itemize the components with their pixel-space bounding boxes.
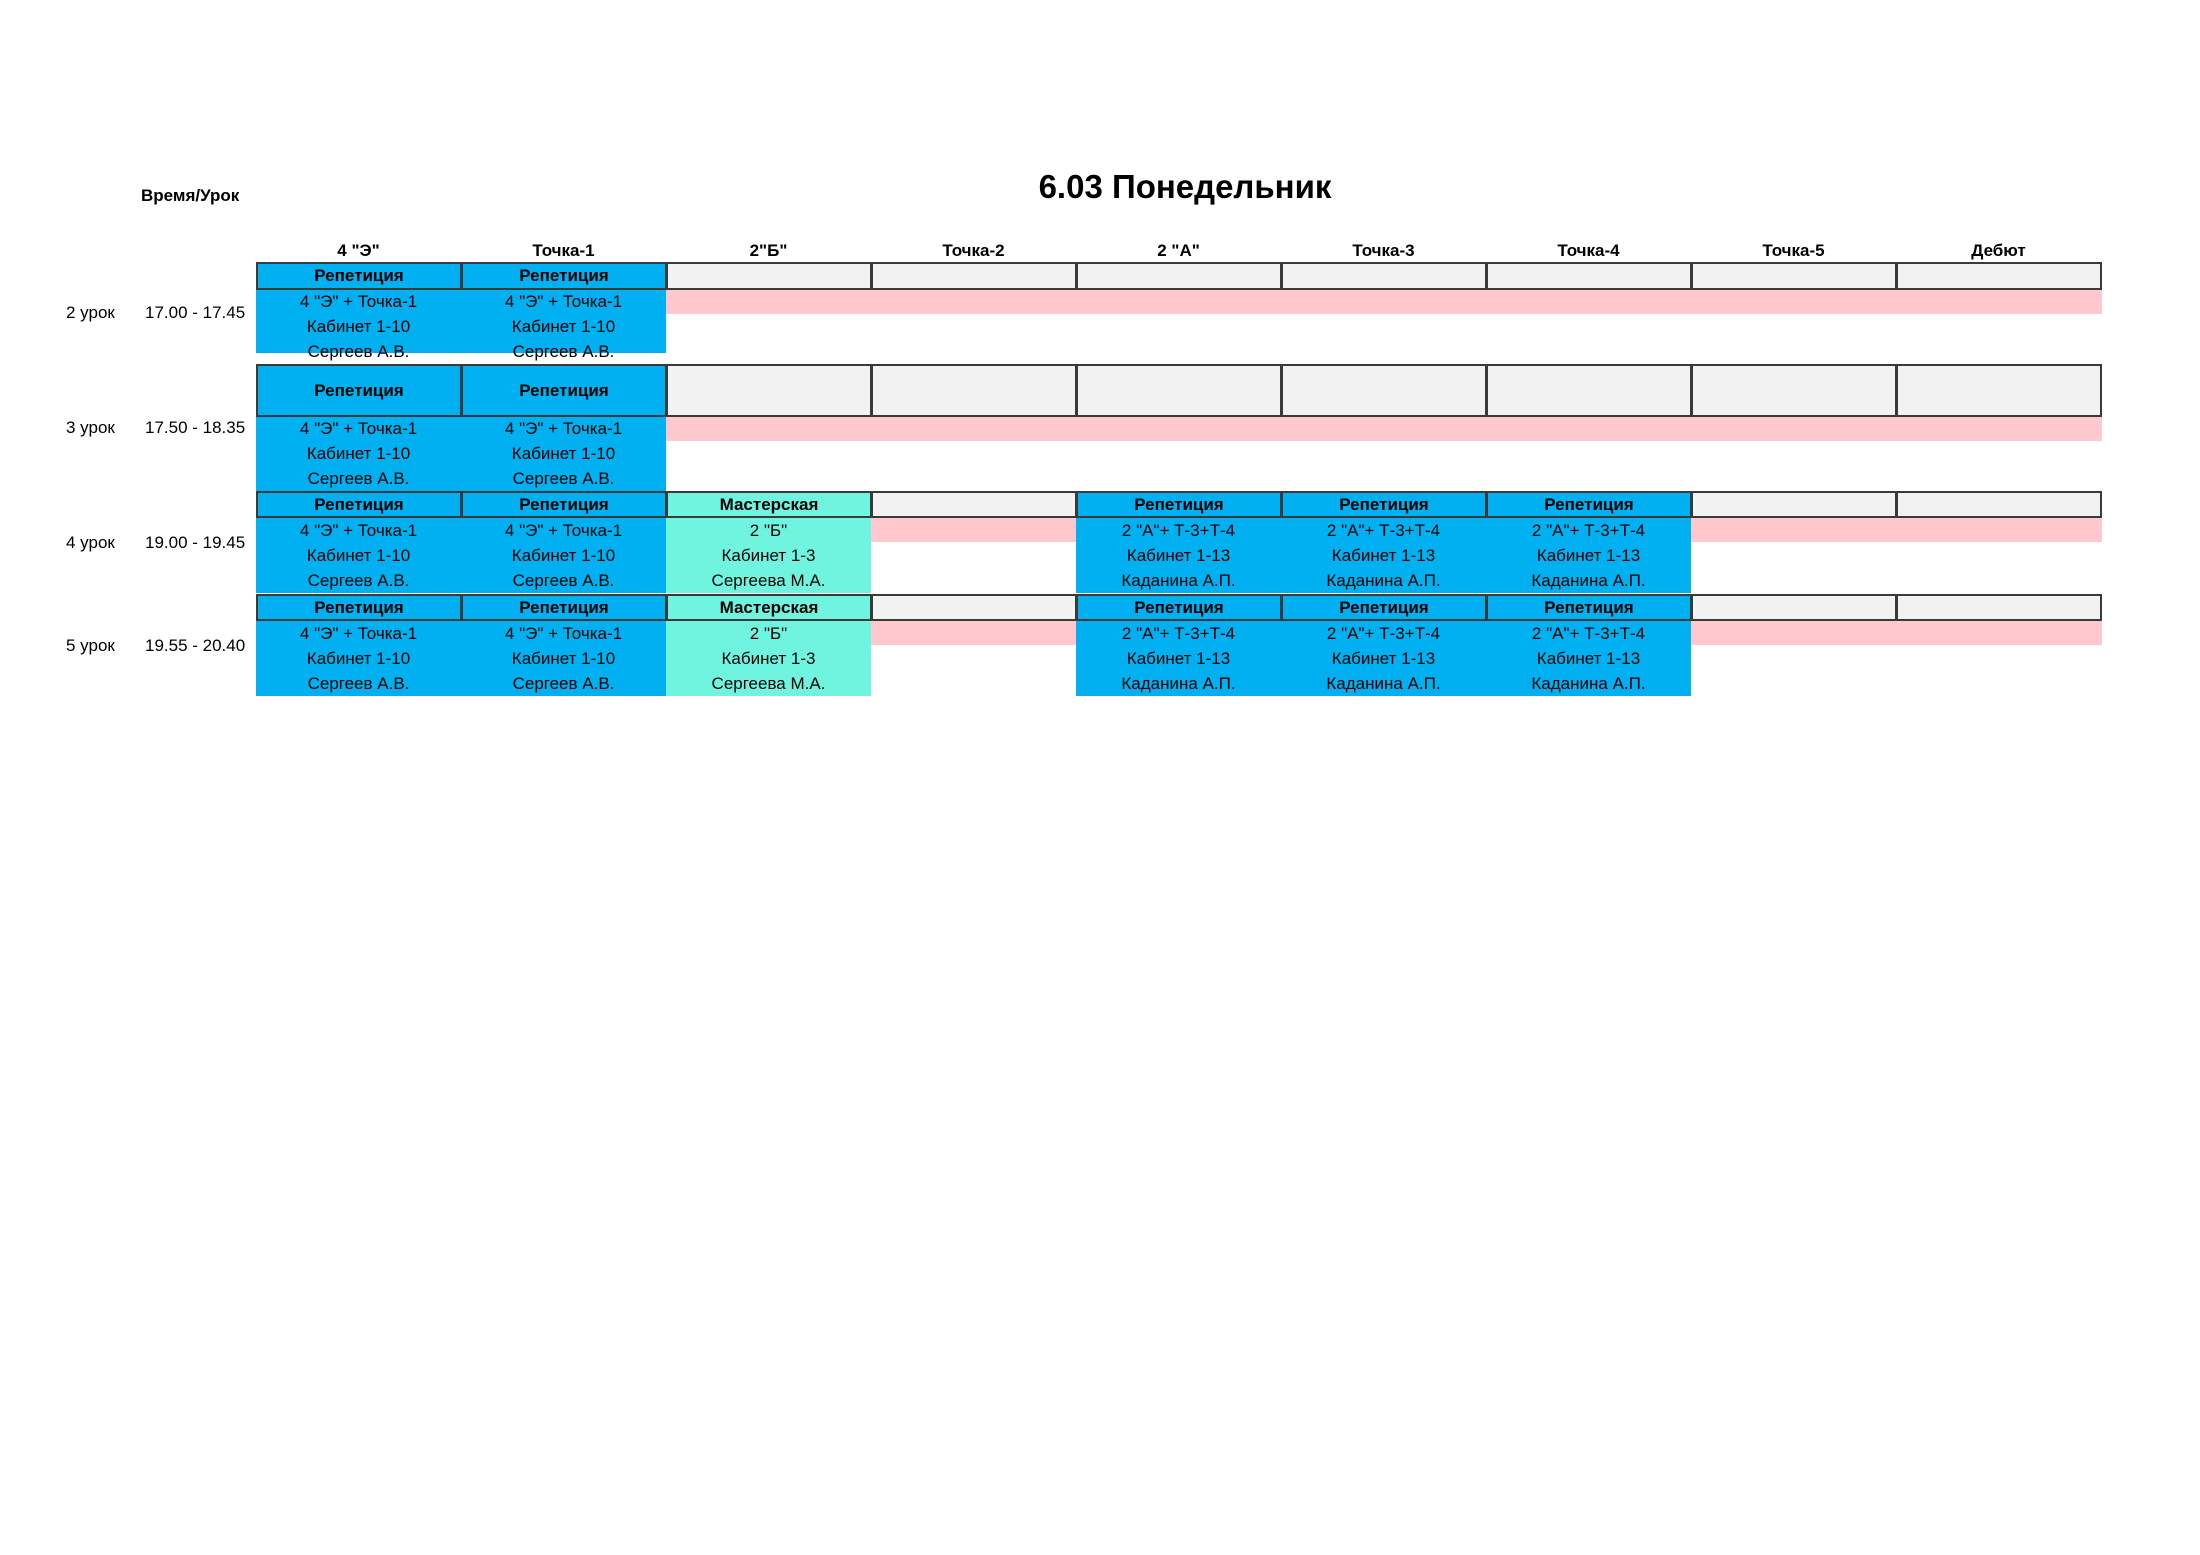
lesson-3-pink-strip [666,417,2102,441]
room-label: Кабинет 1-10 [306,649,411,668]
lesson-4-header-tochka-5 [1691,491,1897,518]
lesson-label: 5 урок [66,636,115,655]
lesson-3-header-debut [1896,364,2102,417]
lesson-2-header-2b [666,262,872,290]
column-header-tochka-5: Точка-5 [1762,241,1825,260]
lesson-time: 17.50 - 18.35 [145,418,246,437]
lesson-5-header-2a: Репетиция [1076,594,1282,621]
teacher-label: Сергеев А.В. [512,342,615,361]
group-label: 4 "Э" + Точка-1 [299,520,418,540]
lesson-2-header-tochka-5 [1691,262,1897,290]
room-label: Кабинет 1-13 [1536,546,1641,565]
lesson-3-header-4e: Репетиция [256,364,462,417]
lesson-label: 3 урок [66,418,115,437]
lesson-4-header-2a: Репетиция [1076,491,1282,518]
teacher-label: Каданина А.П. [1121,674,1236,693]
column-header-tochka-4: Точка-4 [1557,241,1620,260]
lesson-2-header-2a [1076,262,1282,290]
column-header-tochka-2: Точка-2 [942,241,1005,260]
lesson-5-header-2b: Мастерская [666,594,872,621]
lesson-5-header-tochka-1: Репетиция [461,594,667,621]
teacher-label: Сергеев А.В. [512,469,615,488]
lesson-5-header-debut [1896,594,2102,621]
teacher-label: Сергеев А.В. [307,674,410,693]
room-label: Кабинет 1-3 [721,546,816,565]
group-label: 2 "А"+ Т-3+Т-4 [1326,623,1441,643]
teacher-label: Сергеев А.В. [307,342,410,361]
room-label: Кабинет 1-13 [1126,546,1231,565]
lesson-5-header-tochka-3: Репетиция [1281,594,1487,621]
lesson-2-header-tochka-4 [1486,262,1692,290]
lesson-3-header-2a [1076,364,1282,417]
room-label: Кабинет 1-10 [306,444,411,463]
lesson-4-header-tochka-1: Репетиция [461,491,667,518]
lesson-label: 2 урок [66,303,115,322]
lesson-3-header-2b [666,364,872,417]
lesson-4-pink-strip [871,518,1076,542]
lesson-4-header-2b: Мастерская [666,491,872,518]
lesson-time: 19.00 - 19.45 [145,533,246,552]
lesson-5-header-4e: Репетиция [256,594,462,621]
lesson-5-header-tochka-5 [1691,594,1897,621]
group-label: 2 "Б" [749,520,788,540]
column-header-tochka-3: Точка-3 [1352,241,1415,260]
lesson-3-header-tochka-1: Репетиция [461,364,667,417]
group-label: 2 "Б" [749,623,788,643]
room-label: Кабинет 1-13 [1331,649,1436,668]
lesson-3-header-tochka-2 [871,364,1077,417]
room-label: Кабинет 1-13 [1536,649,1641,668]
group-label: 4 "Э" + Точка-1 [504,520,623,540]
room-label: Кабинет 1-13 [1126,649,1231,668]
lesson-3-header-tochka-5 [1691,364,1897,417]
lesson-2-header-4e: Репетиция [256,262,462,290]
teacher-label: Сергеева М.А. [711,674,826,693]
teacher-label: Сергеев А.В. [307,571,410,590]
group-label: 4 "Э" + Точка-1 [299,419,418,438]
room-label: Кабинет 1-10 [511,317,616,336]
column-header-4e: 4 "Э" [337,241,380,260]
column-header-2a: 2 "А" [1157,241,1200,260]
lesson-2-header-tochka-1: Репетиция [461,262,667,290]
lesson-4-header-tochka-2 [871,491,1077,518]
lesson-5-header-tochka-4: Репетиция [1486,594,1692,621]
lesson-4-pink-strip [1691,518,2102,542]
lesson-4-header-4e: Репетиция [256,491,462,518]
group-label: 4 "Э" + Точка-1 [299,292,418,311]
room-label: Кабинет 1-10 [511,444,616,463]
lesson-2-header-tochka-2 [871,262,1077,290]
teacher-label: Сергеев А.В. [307,469,410,488]
teacher-label: Сергеева М.А. [711,571,826,590]
lesson-label: 4 урок [66,533,115,552]
group-label: 4 "Э" + Точка-1 [504,292,623,311]
lesson-2-header-tochka-3 [1281,262,1487,290]
group-label: 2 "А"+ Т-3+Т-4 [1531,520,1646,540]
column-header-tochka-1: Точка-1 [532,241,595,260]
group-label: 4 "Э" + Точка-1 [504,419,623,438]
lesson-2-header-debut [1896,262,2102,290]
page-title: 6.03 Понедельник [1038,168,1332,205]
lesson-4-header-tochka-3: Репетиция [1281,491,1487,518]
group-label: 2 "А"+ Т-3+Т-4 [1326,520,1441,540]
teacher-label: Каданина А.П. [1121,571,1236,590]
room-label: Кабинет 1-10 [511,649,616,668]
teacher-label: Каданина А.П. [1326,674,1441,693]
teacher-label: Каданина А.П. [1531,571,1646,590]
lesson-time: 17.00 - 17.45 [145,303,246,322]
group-label: 2 "А"+ Т-3+Т-4 [1121,520,1236,540]
group-label: 2 "А"+ Т-3+Т-4 [1531,623,1646,643]
room-label: Кабинет 1-13 [1331,546,1436,565]
room-label: Кабинет 1-10 [306,546,411,565]
column-header-2b: 2"Б" [749,241,788,260]
lesson-3-header-tochka-3 [1281,364,1487,417]
room-label: Кабинет 1-10 [306,317,411,336]
room-label: Кабинет 1-10 [511,546,616,565]
room-label: Кабинет 1-3 [721,649,816,668]
group-label: 2 "А"+ Т-3+Т-4 [1121,623,1236,643]
lesson-2-pink-strip [666,290,2102,314]
column-header-debut: Дебют [1971,241,2026,260]
time-lesson-header: Время/Урок [141,186,240,205]
group-label: 4 "Э" + Точка-1 [299,623,418,643]
lesson-5-pink-strip [1691,621,2102,645]
group-label: 4 "Э" + Точка-1 [504,623,623,643]
lesson-3-header-tochka-4 [1486,364,1692,417]
teacher-label: Каданина А.П. [1531,674,1646,693]
lesson-4-header-debut [1896,491,2102,518]
lesson-5-pink-strip [871,621,1076,645]
teacher-label: Сергеев А.В. [512,571,615,590]
lesson-5-header-tochka-2 [871,594,1077,621]
lesson-4-header-tochka-4: Репетиция [1486,491,1692,518]
lesson-time: 19.55 - 20.40 [145,636,246,655]
teacher-label: Сергеев А.В. [512,674,615,693]
teacher-label: Каданина А.П. [1326,571,1441,590]
